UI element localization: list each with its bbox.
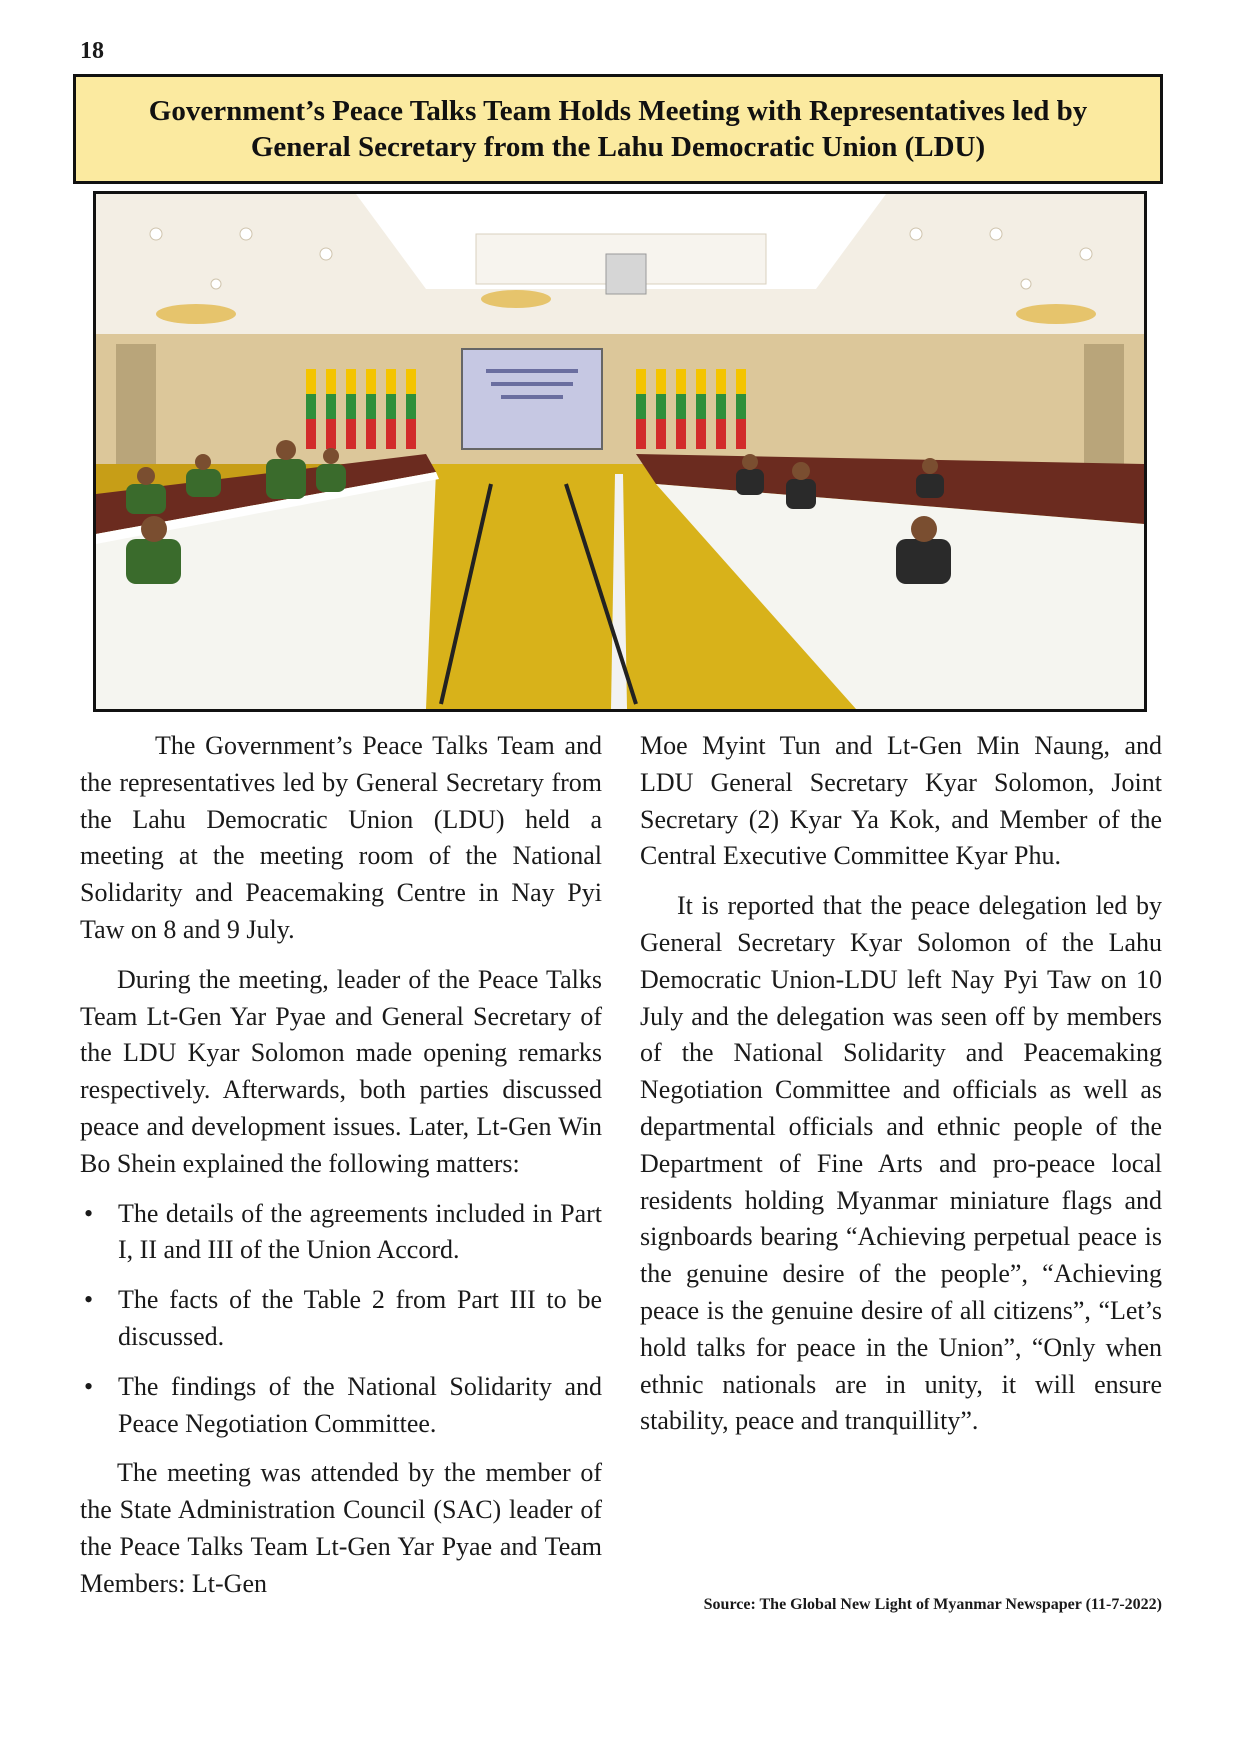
paragraph: The Government’s Peace Talks Team and the representatives led by General Secretary from the Lahu Democratic Union (LDU) held a meeting at the meeting room of the National Solidarity and Peacemaking Centre in Nay Pyi Taw on 8 and 9 July. bbox=[80, 731, 602, 944]
meeting-room-photo bbox=[93, 191, 1147, 712]
list-item-text: The facts of the Table 2 from Part III to be discussed. bbox=[118, 1285, 602, 1351]
bullet-icon: • bbox=[84, 1198, 94, 1228]
article-title-line-1: Government’s Peace Talks Team Holds Meeting with Representatives led by bbox=[148, 95, 1088, 127]
article-column-left bbox=[80, 728, 602, 1616]
paragraph: The meeting was attended by the member of the State Administration Council (SAC) leader of the Peace Talks Team Lt-Gen Yar Pyae and Team Members: Lt-Gen bbox=[80, 1458, 602, 1598]
list-item bbox=[80, 1369, 602, 1443]
list-item bbox=[80, 1282, 602, 1356]
article-title-line-2: General Secretary from the Lahu Democratic Union (LDU) bbox=[250, 131, 986, 163]
article-title-box bbox=[73, 74, 1163, 184]
list-item-text: The details of the agreements included in Part I, II and III of the Union Accord. bbox=[118, 1198, 602, 1265]
bullet-icon: • bbox=[84, 1285, 94, 1315]
source-credit: Source: The Global New Light of Myanmar Newspaper (11-7-2022) bbox=[703, 1596, 1162, 1613]
bullet-list bbox=[80, 1196, 602, 1443]
list-item-text: The findings of the National Solidarity and Peace Negotiation Committee. bbox=[118, 1371, 602, 1438]
list-item bbox=[80, 1196, 602, 1270]
paragraph: During the meeting, leader of the Peace Talks Team Lt-Gen Yar Pyae and General Secretary of the LDU Kyar Solomon made opening remarks respectively. Afterwards, both parties discussed peace and development issues. Later, Lt-Gen Win Bo Shein explained the following matters: bbox=[80, 964, 602, 1178]
paragraph: It is reported that the peace delegation led by General Secretary Kyar Solomon of the Lahu Democratic Union-LDU left Nay Pyi Taw on 10 July and the delegation was seen off by members of the National Solidarity and Peacemaking Negotiation Committee and officials as well as departmental officials and ethnic people of the Department of Fine Arts and pro-peace local residents holding Myanmar miniature flags and signboards bearing “Achieving perpetual peace is the genuine desire of the people”, “Achieving peace is the genuine desire of all citizens”, “Let’s hold talks for peace in the Union”, “Only when ethnic nationals are in unity, it will ensure stability, peace and tranquillity”. bbox=[640, 891, 1162, 1436]
meeting-room-photo-icon bbox=[96, 194, 1144, 709]
article-column-right bbox=[640, 728, 1162, 1453]
page-number: 18 bbox=[80, 38, 104, 64]
paragraph: Moe Myint Tun and Lt-Gen Min Naung, and LDU General Secretary Kyar Solomon, Joint Secretary (2) Kyar Ya Kok, and Member of the Central Executive Committee Kyar Phu. bbox=[640, 731, 1162, 871]
bullet-icon: • bbox=[84, 1371, 94, 1401]
